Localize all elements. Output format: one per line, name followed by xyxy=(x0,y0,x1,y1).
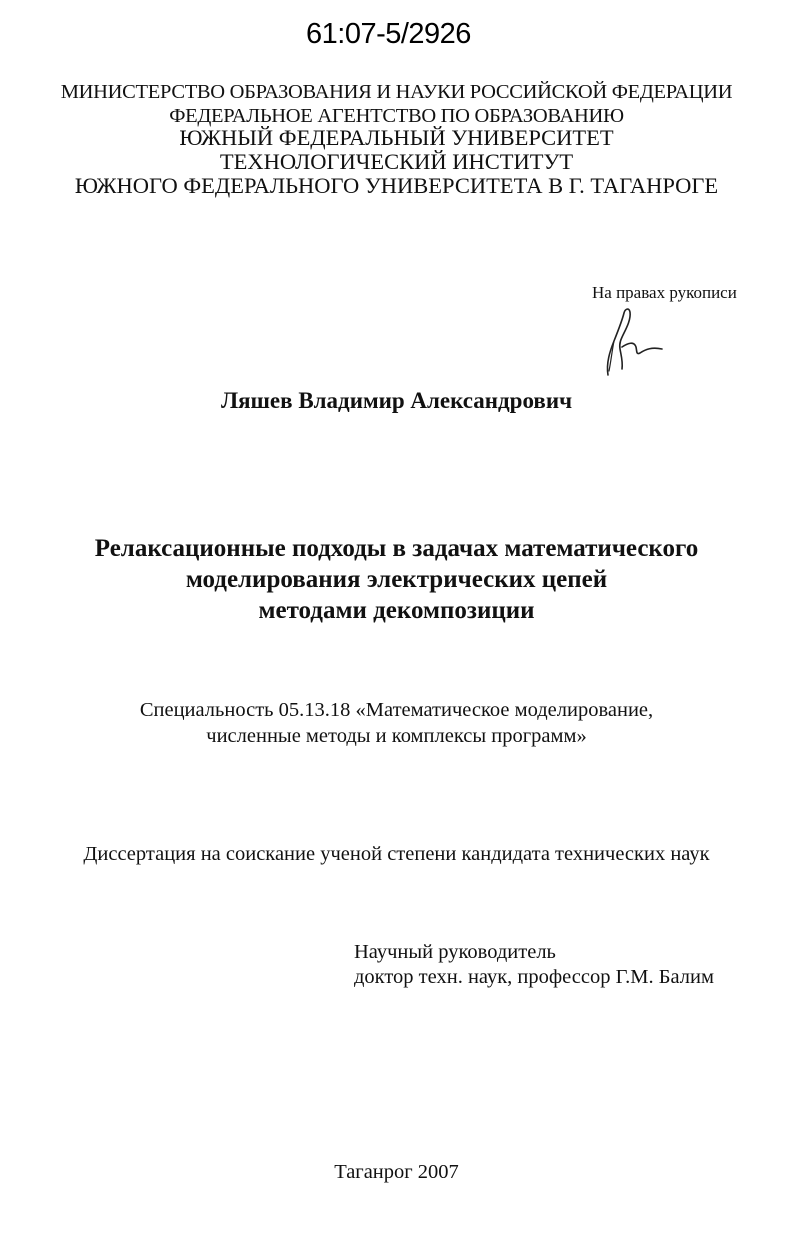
supervisor-name: доктор техн. наук, профессор Г.М. Балим xyxy=(354,966,714,988)
title-line-1: Релаксационные подходы в задачах математического xyxy=(94,535,699,562)
university-line-2: ТЕХНОЛОГИЧЕСКИЙ ИНСТИТУТ xyxy=(219,149,574,174)
university-line-3: ЮЖНОГО ФЕДЕРАЛЬНОГО УНИВЕРСИТЕТА В Г. ТАГАНРОГЕ xyxy=(74,173,719,198)
ministry-line-1: МИНИСТЕРСТВО ОБРАЗОВАНИЯ И НАУКИ РОССИЙСКОЙ ФЕДЕРАЦИИ xyxy=(60,81,733,103)
author-signature-icon xyxy=(600,303,672,381)
ministry-line-2: ФЕДЕРАЛЬНОЕ АГЕНТСТВО ПО ОБРАЗОВАНИЮ xyxy=(169,105,624,127)
title-line-3: методами декомпозиции xyxy=(258,597,535,624)
specialty-line-1: Специальность 05.13.18 «Математическое моделирование, xyxy=(139,699,654,721)
archive-stamp: 61:07-5/2926 xyxy=(306,18,471,50)
manuscript-rights: На правах рукописи xyxy=(592,283,737,302)
dissertation-statement: Диссертация на соискание ученой степени кандидата технических наук xyxy=(83,843,710,865)
university-line-1: ЮЖНЫЙ ФЕДЕРАЛЬНЫЙ УНИВЕРСИТЕТ xyxy=(179,125,614,150)
city-year: Таганрог 2007 xyxy=(334,1161,459,1183)
title-line-2: моделирования электрических цепей xyxy=(185,566,608,593)
supervisor-role: Научный руководитель xyxy=(354,941,556,963)
author-name: Ляшев Владимир Александрович xyxy=(220,388,573,413)
specialty-line-2: численные методы и комплексы программ» xyxy=(206,725,587,747)
